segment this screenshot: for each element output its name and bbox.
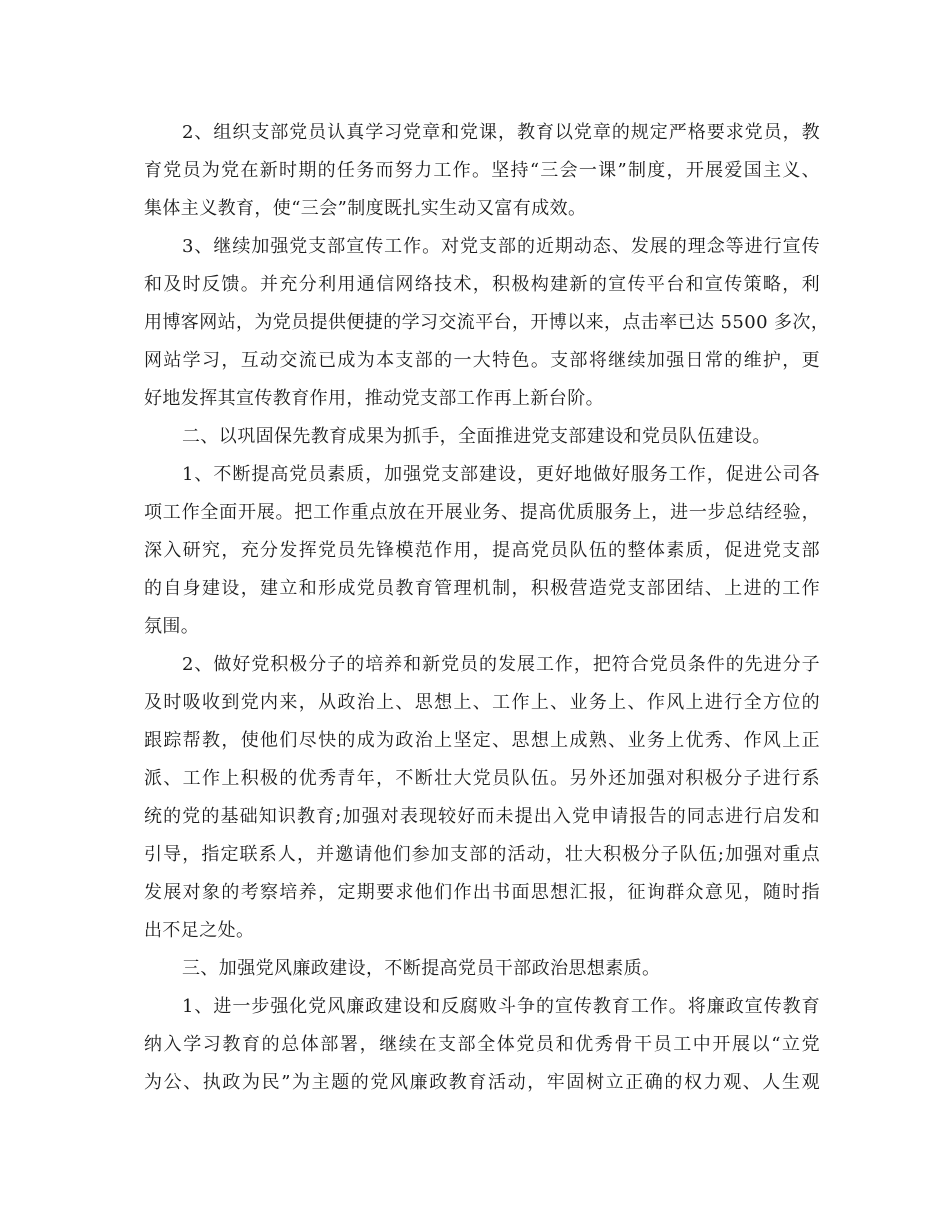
- text-line: 项工作全面开展。把工作重点放在开展业务、提高优质服务上，进一步总结经验，: [144, 502, 820, 523]
- text-line: 纳入学习教育的总体部署，继续在支部全体党员和优秀骨干员工中开展以“立党: [144, 1034, 820, 1055]
- text-line: 氛围。: [144, 616, 200, 637]
- text-line: 派、工作上积极的优秀青年，不断壮大党员队伍。另外还加强对积极分子进行系: [144, 768, 820, 789]
- text-line: 育党员为党在新时期的任务而努力工作。坚持“三会一课”制度，开展爱国主义、: [144, 160, 820, 181]
- text-line: 跟踪帮教，使他们尽快的成为政治上坚定、思想上成熟、业务上优秀、作风上正: [144, 730, 820, 751]
- text-line: 2、做好党积极分子的培养和新党员的发展工作，把符合党员条件的先进分子: [182, 654, 820, 675]
- text-line: 出不足之处。: [144, 920, 255, 941]
- text-line: 的自身建设，建立和形成党员教育管理机制，积极营造党支部团结、上进的工作: [144, 578, 820, 599]
- text-line: 统的党的基础知识教育;加强对表现较好而未提出入党申请报告的同志进行启发和: [144, 806, 820, 827]
- text-line: 引导，指定联系人，并邀请他们参加支部的活动，壮大积极分子队伍;加强对重点: [144, 844, 820, 865]
- text-line: 及时吸收到党内来，从政治上、思想上、工作上、业务上、作风上进行全方位的: [144, 692, 820, 713]
- text-line: 为公、执政为民”为主题的党风廉政教育活动，牢固树立正确的权力观、人生观: [144, 1072, 820, 1093]
- text-line: 二、以巩固保先教育成果为抓手，全面推进党支部建设和党员队伍建设。: [182, 426, 771, 447]
- text-line: 2、组织支部党员认真学习党章和党课，教育以党章的规定严格要求党员，教: [182, 122, 820, 143]
- text-line: 用博客网站，为党员提供便捷的学习交流平台，开博以来，点击率已达 5500 多次，: [144, 312, 830, 333]
- text-line: 1、进一步强化党风廉政建设和反腐败斗争的宣传教育工作。将廉政宣传教育: [182, 996, 820, 1017]
- text-line: 网站学习，互动交流已成为本支部的一大特色。支部将继续加强日常的维护，更: [144, 350, 820, 371]
- text-line: 三、加强党风廉政建设，不断提高党员干部政治思想素质。: [182, 958, 661, 979]
- document-body: [144, 114, 830, 1102]
- text-line: 发展对象的考察培养，定期要求他们作出书面思想汇报，征询群众意见，随时指: [144, 882, 820, 903]
- text-line: 深入研究，充分发挥党员先锋模范作用，提高党员队伍的整体素质，促进党支部: [144, 540, 820, 561]
- text-line: 集体主义教育，使“三会”制度既扎实生动又富有成效。: [144, 198, 587, 219]
- text-line: 1、不断提高党员素质，加强党支部建设，更好地做好服务工作，促进公司各: [182, 464, 820, 485]
- text-line: 3、继续加强党支部宣传工作。对党支部的近期动态、发展的理念等进行宣传: [182, 236, 820, 257]
- text-line: 和及时反馈。并充分利用通信网络技术，积极构建新的宣传平台和宣传策略，利: [144, 274, 820, 295]
- text-line: 好地发挥其宣传教育作用，推动党支部工作再上新台阶。: [144, 388, 604, 409]
